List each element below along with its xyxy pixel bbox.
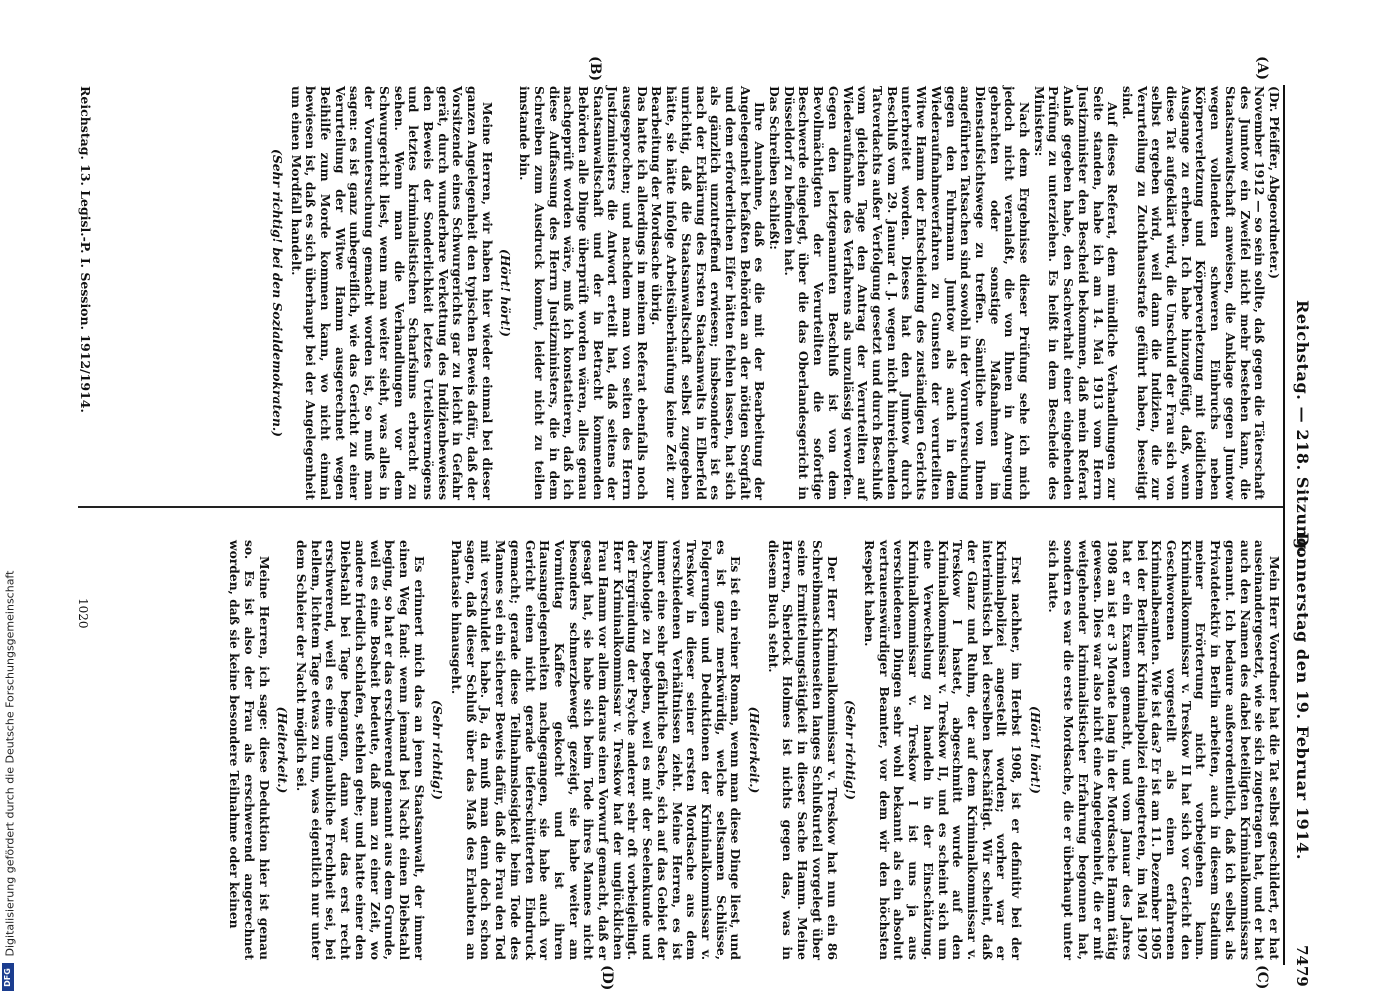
dfg-logo-text: DFG [2,968,12,987]
interjection: (Hört! hört!) [498,249,514,337]
paragraph: Das Schreiben schließt: [767,86,783,250]
right-column [226,540,1281,960]
page-header [1287,50,1317,987]
margin-marker-c: (C) [1254,965,1270,990]
interjection: (Heiterkeit.) [275,706,291,794]
paragraph: Meine Herren, wir haben hier wieder einmal bei dieser ganzen Angelegenheit den typischen Beweis dafür, daß der Vorsitzende eines Schwurgerichts gar zu leicht in Gefahr gerät, durch wunderbare Verkettung des Indizienbeweises den Beweis der Sonderlichkeit letztes Urteilsvermögens und letztes kriminalistischen Scharfsinns erbracht zu sehen. Wenn man die Verhandlungen vor dem Schwurgericht liest, wenn man weiter sieht, was alles in der Voruntersuchung gemacht worden ist, so muß man sagen: es ist ganz unbegreiflich, wie das Gericht zu einer Verurteilung der Witwe Hamm ausgerechnet wegen Beihilfe zum Morde kommen kann, wo nicht einmal bewiesen ist, daß es sich überhaupt bei der Angelegenheit um einen Mordfall handelt. [288,86,495,500]
header-left: Reichstag. — 218. Sitzung. [1293,300,1312,556]
interjection: (Hört! hört!) [1027,706,1043,794]
page-footer: Reichstag. 13. Legisl.-P. I. Session. 1912/1914. [78,86,93,413]
interjection: (Heiterkeit.) [747,706,763,794]
paragraph: Mein Herr Vorredner hat die Tat selbst geschildert, er hat auseinandergesetzt, wie sie sich zugetragen hat, und er hat auch den Namen des dabei beteiligten Kriminalkommissars genannt. Ich bedaure außerordentlich, daß ich selbst als Privatdetektiv in Berlin arbeiten, auch in diesem Stadium meiner Erörterung nicht vorbeigehen kann. Kriminalkommissar v. Treskow II hat sich vor Gericht den Geschworenen vorgestellt als einen erfahrenen Kriminalbeamten. Wie ist das? Er ist am 11. Dezember 1905 bei der Berliner Kriminalpolizei eingetreten, im Mai 1907 hat er ein Examen gemacht, und vom Januar des Jahres 1908 an ist er 3 Monate lang in der Mordsache Hamm tätig gewesen. Dies war also nicht eine Angelegenheit, die er mit weitgehender kriminalistischer Erfahrung begonnen hat, sondern es war die erste Mordsache, die er überhaupt unter sich hatte. [1046,540,1282,960]
paragraph: Meine Herren, ich sage: diese Deduktion hier ist genau so. Es ist also der Frau als erschwerend angerechnet worden, daß sie keine besondere Teilnahme oder keinen [227,540,272,960]
left-column [265,86,1281,500]
paragraph: Nach dem Ergebnisse dieser Prüfung sehe ich mich jedoch nicht veranlaßt, die von Ihnen in Anregung gebrachten oder sonstige Maßnahmen im Dienstaufsichtswege zu treffen. Sämtliche von Ihnen angeführten Tatsachen sind sowohl in der Voruntersuchung gegen den Fuhrmann Jumtow als auch in dem Wiederaufnahmeverfahren zu Gunsten der verurteilten Witwe Hamm der Entscheidung des zuständigen Gerichts unterbreitet worden. Dieses hat den Jumtow durch Beschluß vom 29. Januar d. J. wegen nicht hinreichenden Tatverdachts außer Verfolgung gesetzt und durch Beschluß vom gleichen Tage den Antrag der Verurteilten auf Wiederaufnahme des Verfahrens als unzulässig verworfen. Gegen den letztgenannten Beschluß ist von dem Bevollmächtigten der Verurteilten die sofortige Beschwerde eingelegt, über die das Oberlandesgericht in Düsseldorf zu befinden hat. [781,86,1033,500]
page-number: 7479 [1293,945,1311,987]
paragraph: Erst nachher, im Herbst 1908, ist er definitiv bei der Kriminalpolizei angestellt worden; vorher war er interimistisch bei derselben beschäftigt. Wir scheint, daß der Glanz und Ruhm, der auf dem Kriminalkommissar v. Treskow I hastet, abgeschmitt wurde auf den Kriminalkommissar v. Treskow II, und es scheint sich um eine Verwechslung zu handeln in der Einschätzung. Kriminalkommissar v. Treskow I ist uns ja aus verschiedenen Dingen sehr wohl bekannt als ein absolut vertrauenswürdiger Beamter, vor dem wir den höchsten Respekt haben. [862,540,1025,960]
column-divider [78,506,1283,508]
paragraph: Es ist ein reiner Roman, wenn man diese Dinge liest, und es ist ganz merkwürdig, welche seltsamen Schlüsse, Folgerungen und Deduktionen der Kriminalkommissar v. Treskow in dieser seiner ersten Mordsache aus dem verschiedenen Verhältnissen zieht. Meine Herren, es ist immer eine sehr gefährliche Sache, sich auf das Gebiet der Psychologie zu begeben, weil es mit der Seelenkunde und der Ergründung der Psyche anderer sehr oft vorbeigelingt. Herr Kriminalkommissar v. Treskow hat der unglücklichen Frau Hamm vor allem daraus einen Vorwurf gemacht, daß er gesagt hat, sie habe sich beim Tode ihres Mannes nicht besonders schmerzbewegt gezeigt, sie habe weiter am Vormittag Kaffee gekocht und ist ihren Hausangelegenheiten nachgegangen, sie habe auch vor Gericht einen nicht gerade tieferschütterten Eindruck gemacht; gerade diese Teilnahmslosigkeit beim Tode des Mannes sei ein sicherer Beweis dafür, daß die Frau den Tod mit verschuldet habe. Ja, da muß man denn doch schon sagen, daß dieser Schluß über das Maß des Erlaubten an Phantasie hinausgeht. [449,540,744,960]
margin-marker-d: (D) [599,965,615,991]
paragraph: Das hatte ich allerdings in meinem Referat ebenfalls noch ausgesprochen; und nachdem man von seiten des Herrn Justizministers die Antwort erteilt hat, daß seitens der Staatsanwaltschaft und der in Betracht kommenden Behörden alle Dinge überprüft worden wären, alles genau nachgeprüft worden wäre, muß ich konstatieren, daß ich diese Auffassung des Herrn Justizministers, die in dem Schreiben zum Ausdruck kommt, leider nicht zu teilen imstande bin. [517,86,650,500]
interjection: (Sehr richtig!) [430,700,446,800]
interjection: (Sehr richtig! bei den Sozialdemokraten.) [269,149,285,437]
margin-marker-a: (A) [1254,56,1270,81]
paragraph: Auf dieses Referat, dem mündliche Verhandlungen zur Seite standen, habe ich am 14. Mai 1913 vom Herrn Justizminister den Bescheid bekommen, daß mein Referat Anlaß gegeben habe, den Sachverhalt einer eingehenden Prüfung zu unterziehen. Es heißt in dem Bescheide des Ministers: [1031,86,1121,500]
header-right: Donnerstag den 19. Februar 1914. [1293,532,1312,860]
header-rule [1283,85,1285,965]
digitization-note: Digitalisierung gefördert durch die Deutsche Forschungsgemeinschaft [3,570,17,957]
margin-marker-b: (B) [587,56,603,82]
paragraph: November 1912 — so sein sollte, daß gegen die Täterschaft des Jumtow ein Zweifel nicht mehr bestehen kann, die Staatsanwaltschaft anweisen, die Anklage gegen Jumtow wegen vollendeten schweren Einbruchs neben Körperverletzung und Körperverletzung mit tödlichem Ausgange zu erheben. Ich habe hinzugefügt, daß, wenn diese Tat aufgeklärt wird, die Unschuld der Frau sich von selbst ergeben wird, weil dann die Indizien, die zur Verurteilung zu Zuchthausstrafe geführt haben, beseitigt sind. [1119,86,1268,500]
footer-number: 1020 [76,598,90,629]
paragraph: Der Herr Kriminalkommissar v. Treskow hat nun ein 86 Schreibmaschinenseiten langes Schlußurteil vorgelegt über seine Ermittelungstätigkeit in dieser Sache Hamm. Meine Herren, Sherlock Holmes ist nichts gegen das, was in diesem Buch steht. [765,540,840,960]
interjection: (Sehr richtig!) [843,700,859,800]
paragraph: Es erinnert mich das an jenen Staatsanwalt, der immer einen Weg fand: wenn jemand bei Nacht einen Diebstahl beging, so hat er das erschwerend genannt aus dem Grunde, weil es eine Bosheit bedeute, daß man zu einer Zeit, wo andere friedlich schlafen, stehlen gehe; und hatte einer den Diebstahl bei Tage begangen, dann war das erst recht erschwerend, weil es eine unglaubliche Frechheit sei, bei hellem, lichtem Tage etwas zu tun, was eigentlich nur unter dem Schleier der Nacht möglich sei. [294,540,427,960]
paragraph: Ihre Annahme, daß es die mit der Bearbeitung der Angelegenheit befaßten Behörden an der nötigen Sorgfalt und dem erforderlichen Eifer hätten fehlen lassen, hat sich als gänzlich unzutreffend erwiesen; insbesondere ist es nach der Erklärung des Ersten Staatsanwalts in Elberfeld unrichtig, daß die Staatsanwaltschaft selbst zugegeben hätte, sie hätte infolge Arbeitsüberhäufung keine Zeit zur Bearbeitung der Mordsache übrig. [649,86,768,500]
speaker-label: (Dr. Pfeiffer, Abgeordneter.) [1267,86,1282,280]
